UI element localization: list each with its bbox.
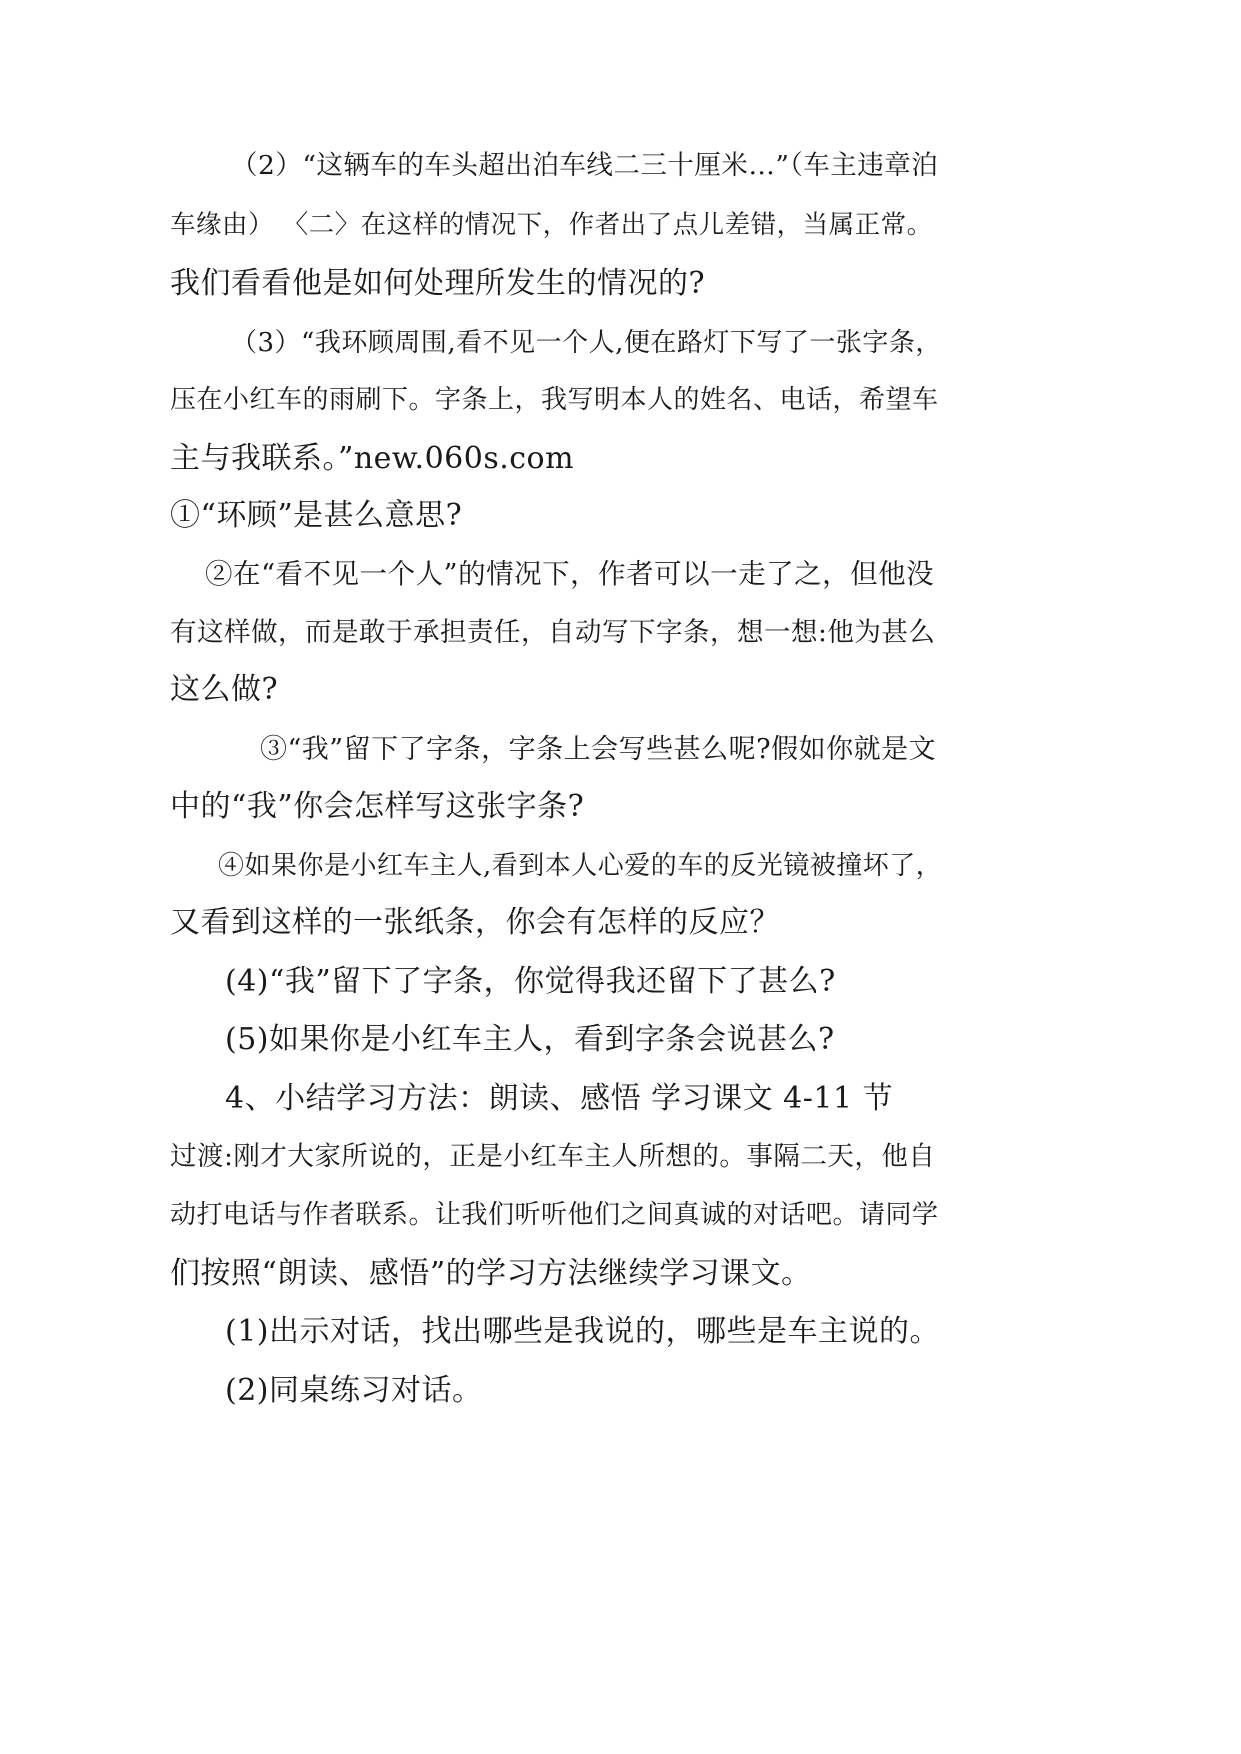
- question-line: (5)如果你是小红车主人，看到字条会说甚么?: [225, 1022, 835, 1057]
- section-heading: 4、小结学习方法：朗读、感悟 学习课文 4-11 节: [225, 1081, 894, 1116]
- paragraph-line: 主与我联系。”new.060s.com: [170, 441, 575, 476]
- question-line: (4)“我”留下了字条，你觉得我还留下了甚么?: [225, 964, 836, 999]
- question-line: 这么做?: [170, 672, 279, 707]
- step-line: (1)出示对话，找出哪些是我说的，哪些是车主说的。: [225, 1314, 940, 1349]
- paragraph-line: （3）“我环顾周围,看不见一个人,便在路灯下写了一张字条，: [231, 328, 942, 358]
- step-line: (2)同桌练习对话。: [225, 1373, 483, 1408]
- question-line: ①“环顾”是甚么意思?: [170, 498, 463, 533]
- paragraph-line: 们按照“朗读、感悟”的学习方法继续学习课文。: [170, 1256, 812, 1291]
- question-line: ②在“看不见一个人”的情况下，作者可以一走了之，但他没: [205, 558, 935, 590]
- paragraph-line: （2）“这辆车的车头超出泊车线二三十厘米…”（车主违章泊: [231, 150, 939, 181]
- question-line: 有这样做，而是敢于承担责任，自动写下字条，想一想:他为甚么: [170, 617, 936, 648]
- paragraph-line: 压在小红车的雨刷下。字条上，我写明本人的姓名、电话，希望车: [170, 385, 939, 415]
- paragraph-line: 动打电话与作者联系。让我们听听他们之间真诚的对话吧。请同学: [170, 1200, 939, 1230]
- question-line: 又看到这样的一张纸条，你会有怎样的反应？: [170, 905, 780, 940]
- paragraph-line: 车缘由） 〈二〉在这样的情况下，作者出了点儿差错，当属正常。: [170, 210, 933, 240]
- question-line: ③“我”留下了字条，字条上会写些甚么呢?假如你就是文: [260, 734, 937, 765]
- question-line: 中的“我”你会怎样写这张字条?: [170, 789, 585, 824]
- paragraph-line: 过渡:刚才大家所说的，正是小红车主人所想的。事隔二天，他自: [170, 1141, 936, 1172]
- paragraph-line: 我们看看他是如何处理所发生的情况的?: [170, 266, 706, 301]
- question-line: ④如果你是小红车主人,看到本人心爱的车的反光镜被撞坏了，: [218, 851, 943, 881]
